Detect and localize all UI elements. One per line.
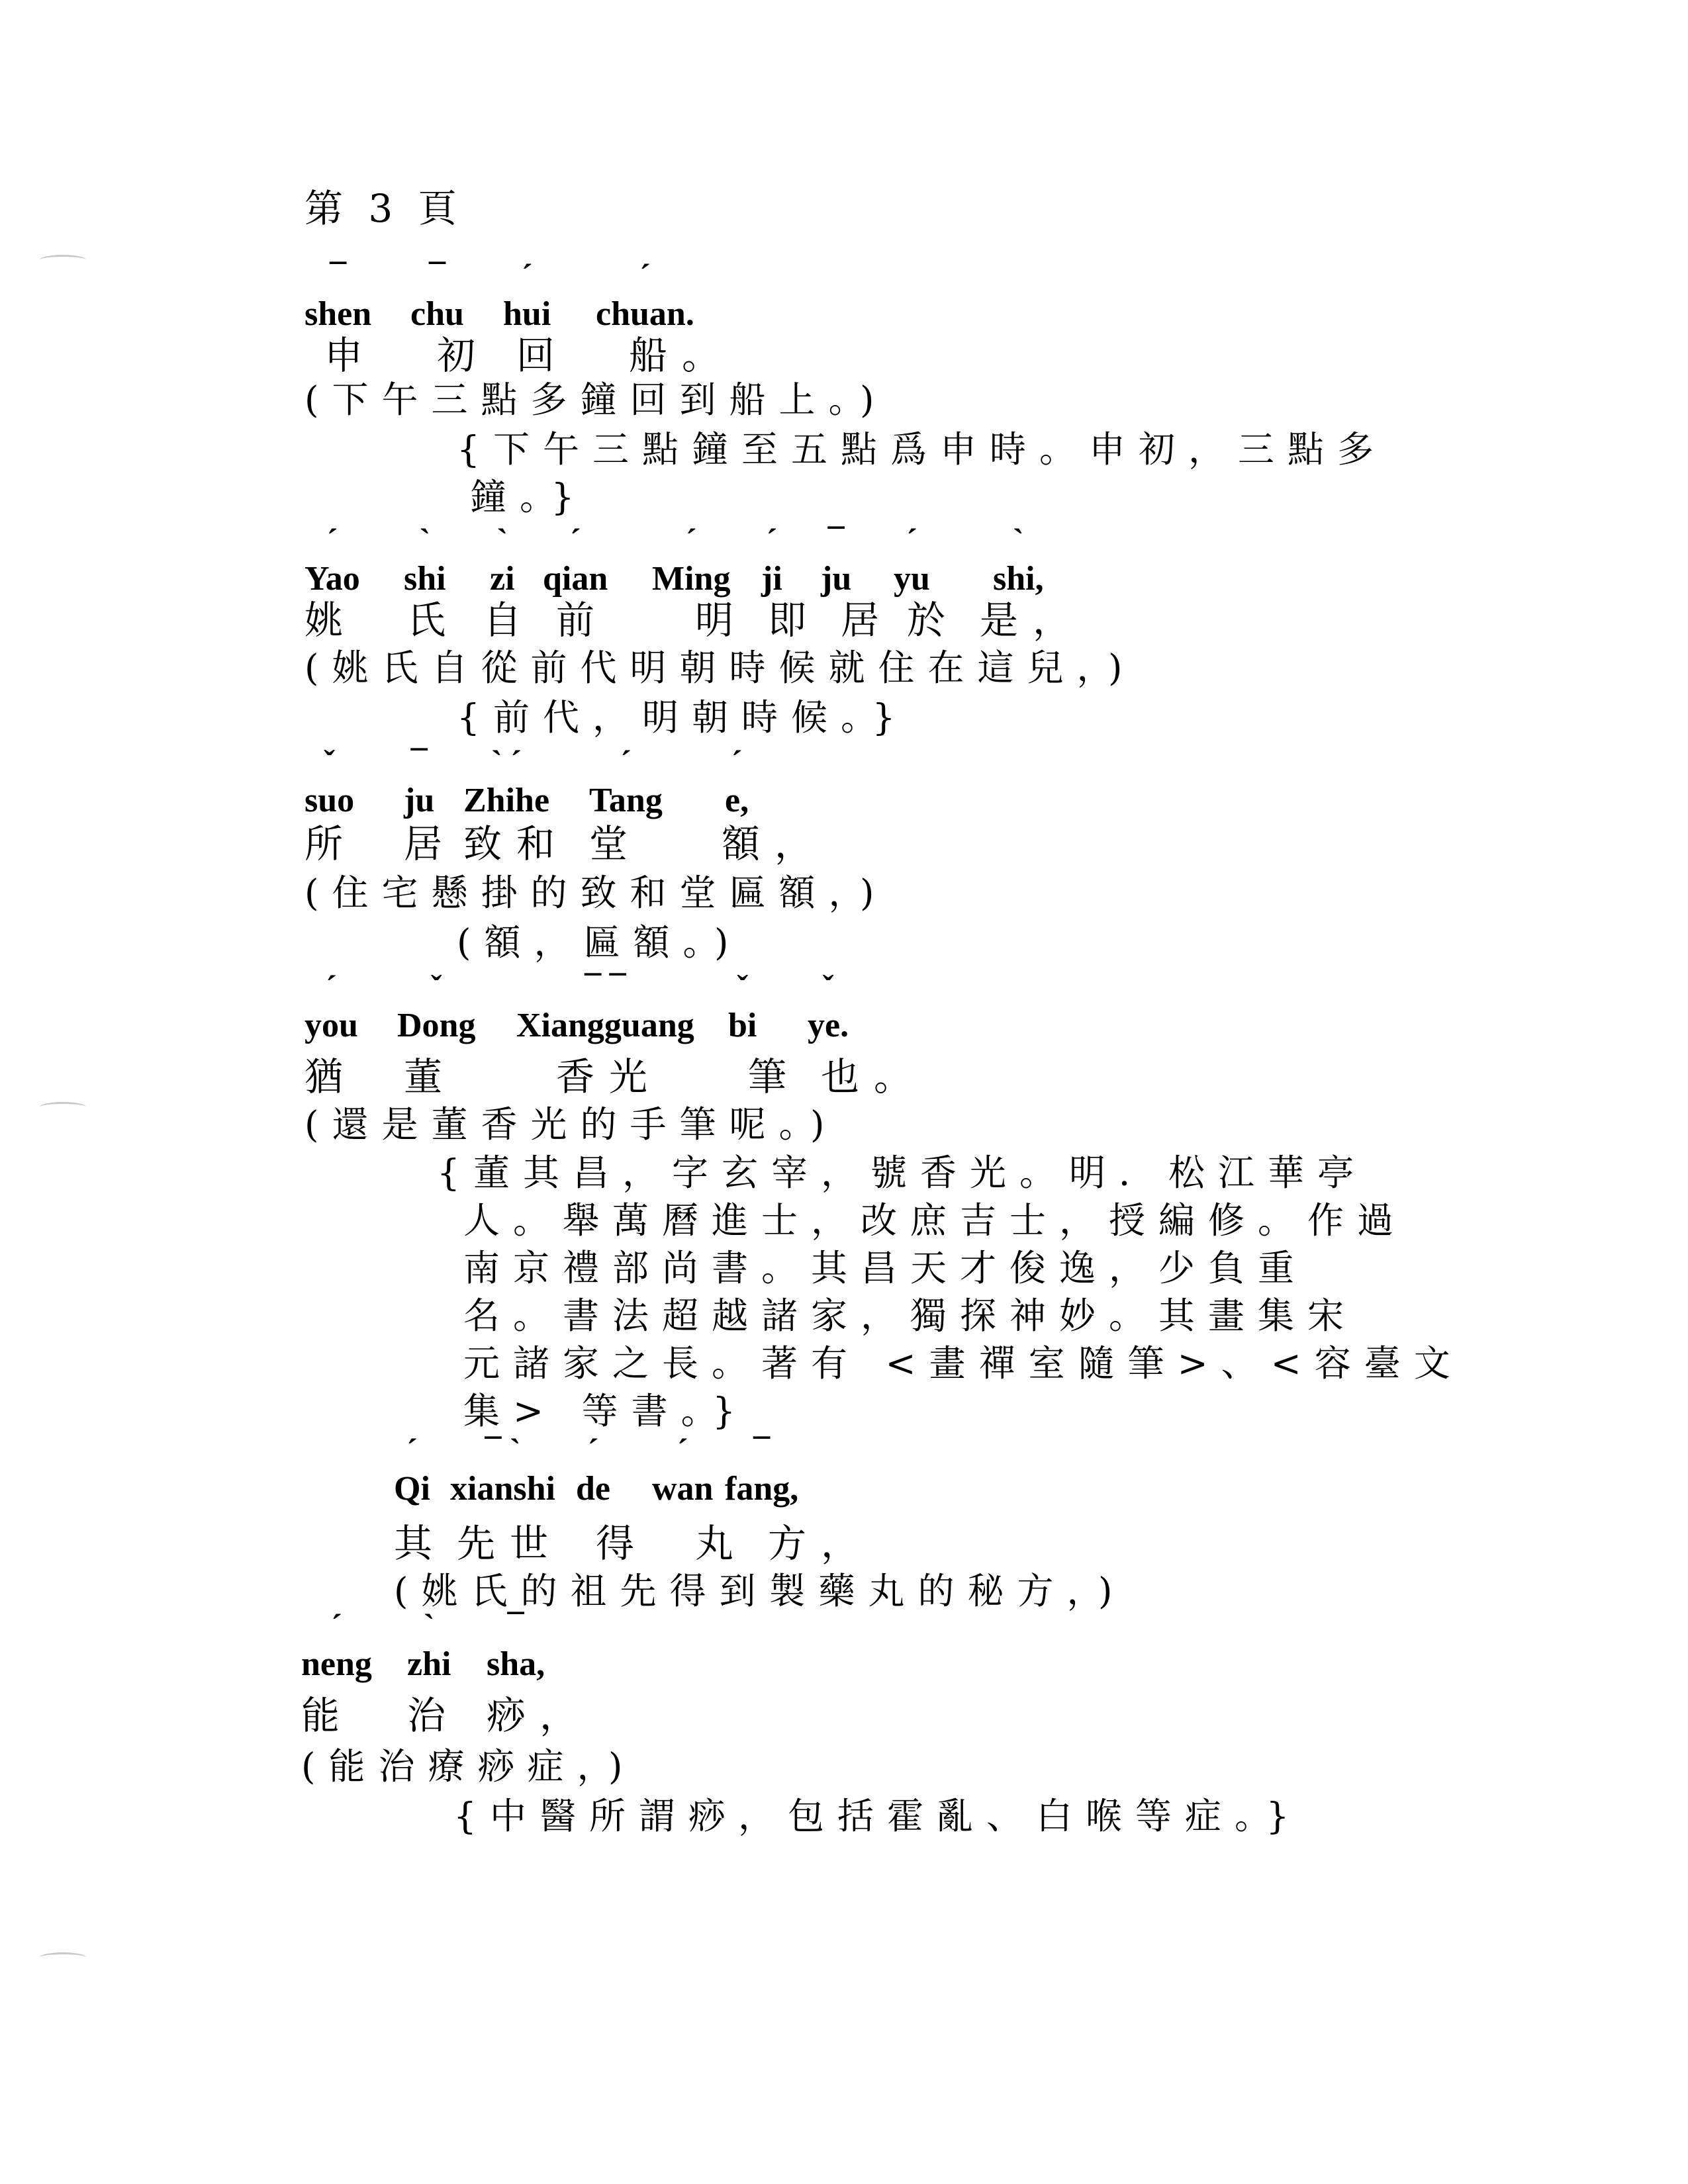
pinyin-text: wan: [652, 1470, 714, 1508]
pinyin-text: fang,: [725, 1470, 799, 1508]
hanzi-word: 丸: [695, 1521, 734, 1566]
translation-line: (住宅懸掛的致和堂匾額，): [305, 872, 888, 914]
tone-mark: ˋ: [1012, 522, 1024, 559]
tone-mark: ˊ: [639, 257, 651, 294]
pinyin-text: shi: [404, 560, 446, 598]
pinyin-text: zhi: [407, 1645, 451, 1683]
tone-mark: ˊ: [906, 522, 917, 559]
hanzi-word: 是，: [980, 598, 1086, 643]
note-line: {董其昌，字玄宰，號香光。明．松江華亭: [437, 1152, 1367, 1194]
tone-mark: ˊ: [326, 522, 338, 559]
tone-mark: ¯: [753, 1432, 771, 1469]
pinyin-syllable: [407, 1607, 451, 1684]
translation-line: (能治療痧症，): [301, 1745, 636, 1788]
pinyin-text: suo: [305, 782, 355, 819]
hanzi-word: 痧，: [487, 1693, 593, 1738]
hanzi-word: 猶: [305, 1054, 344, 1099]
pinyin-text: ju: [404, 782, 435, 819]
pinyin-text: chu: [410, 295, 464, 333]
tone-mark: ˇ: [430, 968, 442, 1005]
hanzi-word: 得: [596, 1521, 635, 1566]
pinyin-syllable: [652, 1432, 714, 1508]
tone-mark: ˊ: [677, 1432, 688, 1469]
tone-mark: ¯: [428, 257, 445, 294]
page-number: 第 3 頁: [305, 186, 463, 231]
pinyin-syllable: [808, 968, 849, 1045]
tone-mark: ¯: [330, 257, 347, 294]
tone-mark: ˊ: [766, 522, 778, 559]
note-line: {下午三點鐘至五點爲申時。申初，三點多: [457, 428, 1387, 471]
tone-mark: ˊ: [331, 1607, 342, 1644]
pinyin-syllable: [305, 968, 358, 1045]
pinyin-text: Qi: [394, 1470, 430, 1508]
pinyin-syllable: [576, 1432, 610, 1508]
hanzi-word: 致和: [463, 821, 570, 866]
hanzi-word: 所: [305, 821, 344, 866]
hanzi-word: 氏: [407, 598, 446, 643]
note-line: 集> 等書。}: [463, 1390, 749, 1432]
hanzi-word: 董: [404, 1054, 443, 1099]
pinyin-text: xianshi: [450, 1470, 555, 1508]
hanzi-word: 其: [394, 1521, 433, 1566]
hanzi-word: 申: [324, 333, 363, 378]
hanzi-word: 堂: [589, 821, 628, 866]
pinyin-text: shi,: [993, 560, 1044, 598]
pinyin-syllable: [397, 968, 476, 1045]
note-line: 人。舉萬曆進士，改庶吉士，授編修。作過: [463, 1199, 1407, 1242]
pinyin-text: ju: [821, 560, 852, 598]
hanzi-word: 治: [407, 1693, 446, 1738]
pinyin-text: sha,: [487, 1645, 545, 1683]
hanzi-word: 姚: [305, 598, 344, 643]
hanzi-word: 先世: [457, 1521, 563, 1566]
pinyin-text: Zhihe: [463, 782, 550, 819]
tone-mark: ˊ: [731, 743, 743, 780]
pinyin-text: de: [576, 1470, 610, 1508]
hanzi-word: 自: [483, 598, 522, 643]
pinyin-text: Ming: [652, 560, 731, 598]
hanzi-word: 居: [841, 598, 880, 643]
pinyin-syllable: [728, 968, 757, 1045]
hanzi-word: 回: [516, 333, 555, 378]
pinyin-syllable: [450, 1432, 555, 1508]
pinyin-text: chuan.: [596, 295, 694, 333]
hanzi-word: 方，: [768, 1521, 874, 1566]
tone-mark: ˊ: [521, 257, 533, 294]
note-line: (額，匾額。): [457, 921, 742, 964]
pinyin-syllable: [394, 1432, 430, 1508]
pinyin-syllable: [301, 1607, 372, 1684]
tone-mark: ˊ: [326, 968, 337, 1005]
pinyin-text: neng: [301, 1645, 372, 1683]
translation-line: (姚氏自從前代明朝時候就住在這兒，): [305, 647, 1136, 689]
note-line: 名。書法超越諸家，獨探神妙。其畫集宋: [463, 1295, 1358, 1337]
pinyin-text: ji: [761, 560, 782, 598]
tone-mark: ¯ ˋ: [485, 1432, 521, 1469]
hanzi-word: 明: [695, 598, 734, 643]
hanzi-word: 香光: [556, 1054, 663, 1099]
pinyin-text: you: [305, 1007, 358, 1044]
tone-mark: ˇ: [822, 968, 834, 1005]
punch-hole-mark: [40, 1952, 86, 1962]
pinyin-text: zi: [490, 560, 515, 598]
tone-mark: ˊ: [685, 522, 697, 559]
tone-mark: ˇ: [324, 743, 335, 780]
pinyin-syllable: [487, 1607, 545, 1684]
hanzi-word: 筆: [748, 1054, 787, 1099]
tone-mark: ˊ: [406, 1432, 418, 1469]
tone-mark: ˋ: [423, 1607, 435, 1644]
pinyin-syllable: [725, 1432, 799, 1508]
hanzi-word: 船。: [629, 333, 735, 378]
note-line: 南京禮部尚書。其昌天才俊逸，少負重: [463, 1247, 1308, 1289]
pinyin-text: Tang: [589, 782, 663, 819]
hanzi-word: 居: [404, 821, 443, 866]
hanzi-word: 於: [907, 598, 946, 643]
pinyin-text: ye.: [808, 1007, 849, 1044]
note-line: {中醫所謂痧，包括霍亂、白喉等症。}: [453, 1795, 1303, 1837]
pinyin-text: Xiangguang: [516, 1007, 694, 1044]
pinyin-syllable: [516, 968, 694, 1045]
pinyin-text: Dong: [397, 1007, 476, 1044]
tone-mark: ˊ: [569, 522, 581, 559]
translation-line: (姚氏的祖先得到製藥丸的秘方，): [394, 1570, 1126, 1612]
note-line: 鐘。}: [470, 476, 588, 518]
note-line: 元諸家之長。著有 <畫禪室隨筆>、<容臺文: [463, 1342, 1464, 1385]
hanzi-word: 即: [768, 598, 807, 643]
pinyin-text: shen: [305, 295, 372, 333]
tone-mark: ¯: [827, 522, 845, 559]
hanzi-word: 初: [437, 333, 476, 378]
pinyin-text: qian: [543, 560, 608, 598]
punch-hole-mark: [40, 1102, 86, 1112]
tone-mark: ˋ: [419, 522, 431, 559]
pinyin-text: bi: [728, 1007, 757, 1044]
pinyin-text: e,: [725, 782, 749, 819]
tone-mark: ¯: [410, 743, 428, 780]
tone-mark: ˋ: [496, 522, 508, 559]
pinyin-text: Yao: [305, 560, 360, 598]
tone-mark: ˊ: [620, 743, 632, 780]
translation-line: (下午三點多鐘回到船上。): [305, 379, 888, 421]
note-line: {前代，明朝時候。}: [457, 696, 909, 739]
pinyin-text: hui: [503, 295, 551, 333]
translation-line: (還是董香光的手筆呢。): [305, 1103, 838, 1146]
tone-mark: ˇ: [737, 968, 749, 1005]
punch-hole-mark: [40, 255, 86, 265]
tone-mark: ˋ ˊ: [491, 743, 522, 780]
hanzi-word: 也。: [821, 1054, 927, 1099]
tone-mark: ¯: [507, 1607, 524, 1644]
tone-mark: ¯ ¯: [585, 968, 626, 1005]
hanzi-word: 能: [301, 1693, 340, 1738]
pinyin-text: yu: [894, 560, 930, 598]
hanzi-word: 前: [556, 598, 595, 643]
tone-mark: ˊ: [587, 1432, 599, 1469]
hanzi-word: 額，: [722, 821, 828, 866]
